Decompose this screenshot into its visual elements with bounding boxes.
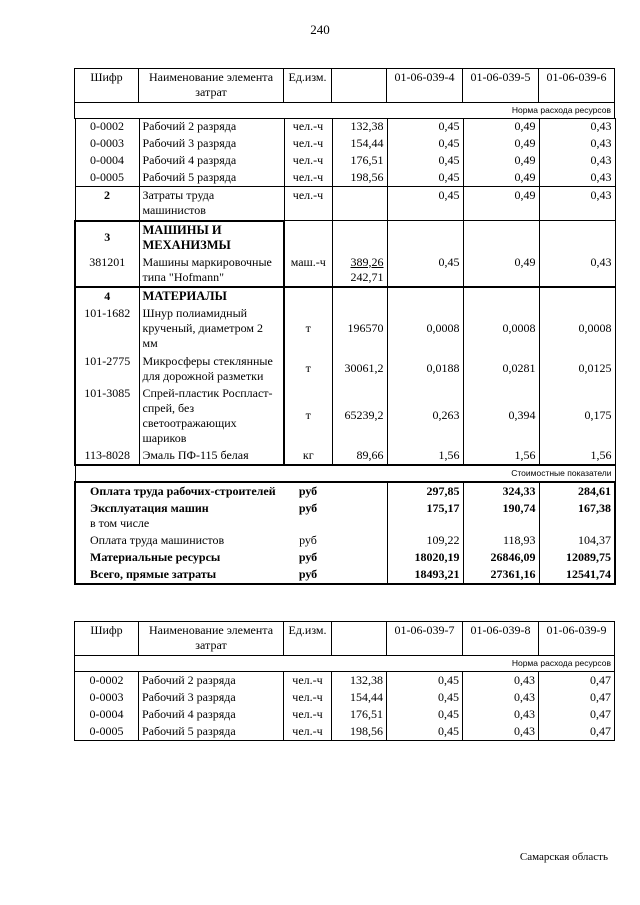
table-row: 381201 Машины маркировочные типа "Hofmann" маш.-ч 389,26 242,71 0,45 0,49 0,43 bbox=[75, 254, 615, 287]
cost-row: Оплата труда машинистов руб 109,22 118,93 104,37 bbox=[75, 532, 615, 549]
table-row: 2 Затраты труда машинистов чел.-ч 0,45 0,49 0,43 bbox=[75, 187, 615, 221]
cost-row: Оплата труда рабочих-строителей руб 297,85 324,33 284,61 bbox=[75, 482, 615, 500]
cost-row: Всего, прямые затраты руб 18493,21 27361,16 12541,74 bbox=[75, 566, 615, 584]
page-number: 240 bbox=[310, 22, 330, 37]
table-row: 0-0004 Рабочий 4 разряда чел.-ч 176,51 0,45 0,43 0,47 bbox=[75, 706, 615, 723]
cost-row: Материальные ресурсы руб 18020,19 26846,09 12089,75 bbox=[75, 549, 615, 566]
table-row: 0-0002 Рабочий 2 разряда чел.-ч 132,38 0,45 0,49 0,43 bbox=[75, 118, 615, 135]
header-col-1: 01-06-039-7 bbox=[387, 622, 463, 656]
table-row: 101-3085 Спрей-пластик Роспласт-спрей, без светоотражающих шариков т 65239,2 0,263 0,394 0,175 bbox=[75, 385, 615, 447]
table-row: 0-0003 Рабочий 3 разряда чел.-ч 154,44 0,45 0,49 0,43 bbox=[75, 135, 615, 152]
table-row: 113-8028 Эмаль ПФ-115 белая кг 89,66 1,56 1,56 1,56 bbox=[75, 447, 615, 465]
header-price bbox=[332, 622, 387, 656]
table-header bbox=[75, 69, 615, 103]
cost-label: Стоимостные показатели bbox=[75, 465, 615, 482]
header-code: Шифр bbox=[75, 622, 139, 656]
resource-table-1-body bbox=[74, 118, 616, 585]
table-row: 101-1682 Шнур полиамидный крученый, диаметром 2 мм т 196570 0,0008 0,0008 0,0008 bbox=[75, 305, 615, 353]
resource-table-1 bbox=[74, 68, 615, 119]
table-row: 0-0003 Рабочий 3 разряда чел.-ч 154,44 0,45 0,43 0,47 bbox=[75, 689, 615, 706]
table-row: 101-2775 Микросферы стеклянные для дорожной разметки т 30061,2 0,0188 0,0281 0,0125 bbox=[75, 353, 615, 385]
table-row: 0-0004 Рабочий 4 разряда чел.-ч 176,51 0,45 0,49 0,43 bbox=[75, 152, 615, 169]
table-row: 0-0005 Рабочий 5 разряда чел.-ч 198,56 0,45 0,43 0,47 bbox=[75, 723, 615, 741]
header-col-2: 01-06-039-8 bbox=[463, 622, 539, 656]
header-col-2: 01-06-039-5 bbox=[463, 69, 539, 103]
header-code: Шифр bbox=[75, 69, 139, 103]
header-price bbox=[332, 69, 387, 103]
table-row: 0-0002 Рабочий 2 разряда чел.-ч 132,38 0,45 0,43 0,47 bbox=[75, 672, 615, 690]
header-name: Наименование элемента затрат bbox=[139, 622, 284, 656]
header-col-3: 01-06-039-6 bbox=[539, 69, 615, 103]
footer-region: Самарская область bbox=[519, 851, 608, 863]
header-col-3: 01-06-039-9 bbox=[539, 622, 615, 656]
header-unit: Ед.изм. bbox=[284, 69, 332, 103]
resource-table-2 bbox=[74, 621, 615, 741]
norm-label: Норма расхода ресурсов bbox=[75, 656, 615, 672]
section-row-materials: 4 МАТЕРИАЛЫ bbox=[75, 287, 615, 305]
norm-label: Норма расхода ресурсов bbox=[75, 103, 615, 119]
cost-row: Эксплуатация машин в том числе руб 175,17 190,74 167,38 bbox=[75, 500, 615, 532]
section-row-machines: 3 МАШИНЫ И МЕХАНИЗМЫ bbox=[75, 221, 615, 254]
header-unit: Ед.изм. bbox=[284, 622, 332, 656]
table-row: 0-0005 Рабочий 5 разряда чел.-ч 198,56 0,45 0,49 0,43 bbox=[75, 169, 615, 187]
header-col-1: 01-06-039-4 bbox=[387, 69, 463, 103]
table-header bbox=[75, 622, 615, 656]
header-name: Наименование элемента затрат bbox=[139, 69, 284, 103]
